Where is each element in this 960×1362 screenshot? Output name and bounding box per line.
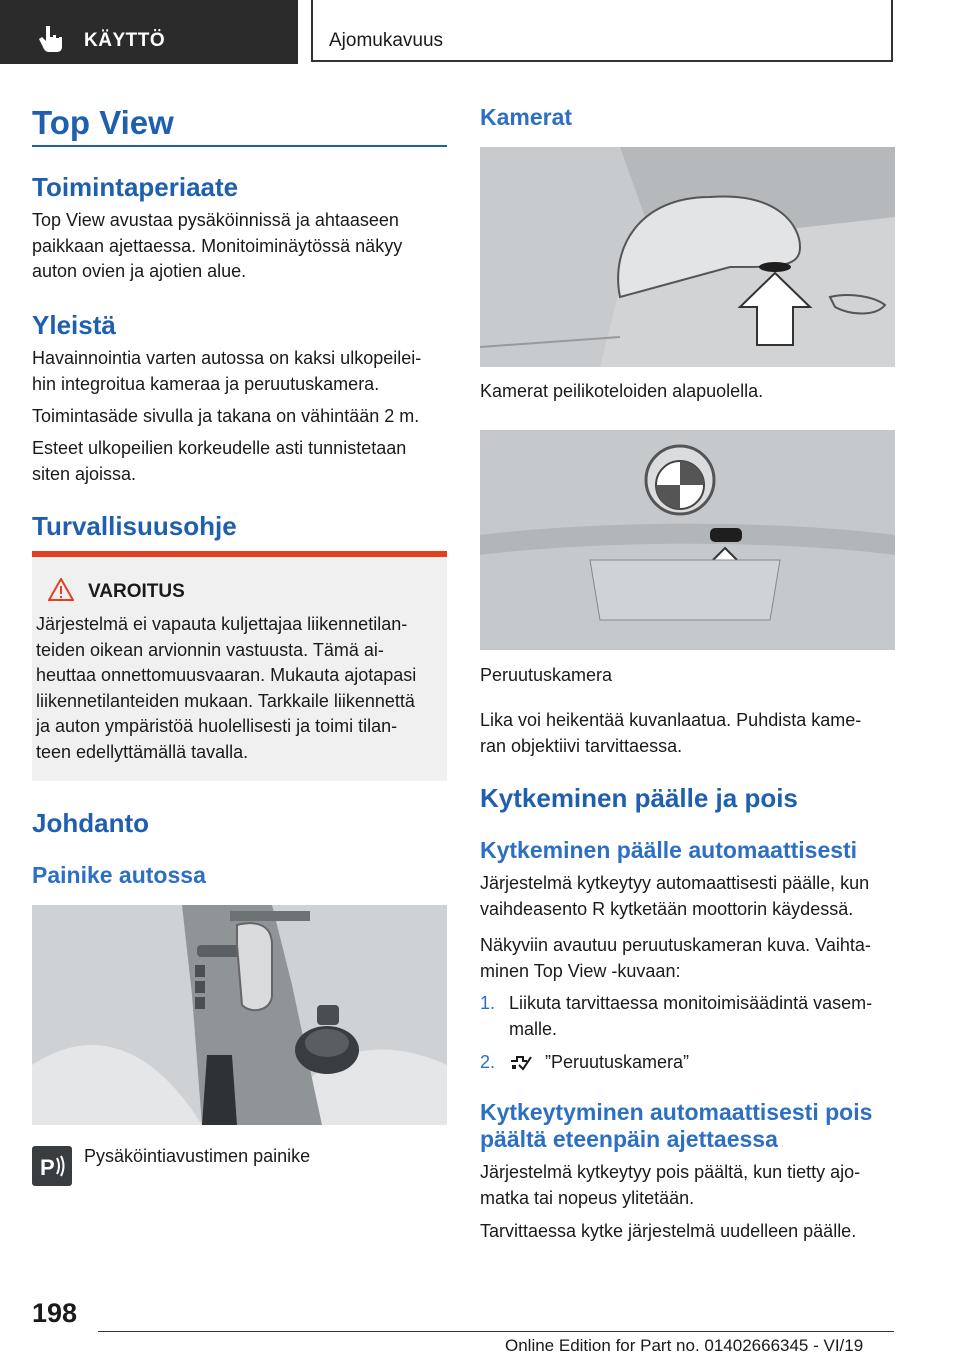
step-2-text: ”Peruutuskamera” — [545, 1052, 690, 1072]
warning-bar — [32, 551, 447, 557]
warning-title: VAROITUS — [88, 581, 185, 602]
button-heading: Painike autossa — [32, 862, 206, 888]
page-title: Top View — [32, 104, 174, 141]
warning-triangle-icon — [48, 578, 74, 601]
section-tab — [0, 0, 298, 64]
general-paragraph-3: Esteet ulkopeilien korkeudelle asti tunnistetaan siten ajoissa. — [32, 438, 407, 484]
hand-pointer-icon — [38, 24, 64, 54]
title-rule — [32, 145, 447, 147]
general-heading: Yleistä — [32, 310, 116, 340]
mirror-caption: Kamerat peilikoteloiden alapuolella. — [480, 381, 764, 401]
auto-on-paragraph-2: Näkyviin avautuu peruutuskameran kuva. Vaihta- minen Top View -kuvaan: — [480, 935, 871, 981]
park-assist-button-icon — [32, 1146, 72, 1186]
auto-off-heading: Kytkeytyminen automaattisesti pois päältä eteenpäin ajettaessa — [480, 1099, 873, 1152]
section-label: KÄYTTÖ — [84, 30, 166, 51]
page-number: 198 — [32, 1298, 78, 1328]
auto-on-paragraph-1: Järjestelmä kytkeytyy automaattisesti päälle, kun vaihdeasento R kytketään moottorin käydessä. — [480, 873, 870, 919]
rear-camera-image — [480, 430, 895, 650]
edition-text: Online Edition for Part no. 01402666345 - VI/19 — [505, 1336, 864, 1355]
step-1-number: 1. — [480, 993, 496, 1013]
onoff-heading: Kytkeminen päälle ja pois — [480, 783, 798, 813]
auto-on-heading: Kytkeminen päälle automaattisesti — [480, 837, 858, 863]
intro-heading: Johdanto — [32, 808, 149, 838]
center-console-image — [32, 905, 447, 1125]
button-caption: Pysäköintiavustimen painike — [84, 1146, 311, 1166]
general-paragraph-1: Havainnointia varten autossa on kaksi ulkopeilei- hin integroitua kameraa ja peruutuskamera. — [32, 348, 422, 394]
mirror-camera-image — [480, 147, 895, 367]
general-paragraph-2: Toimintasäde sivulla ja takana on vähintään 2 m. — [32, 406, 420, 426]
auto-off-paragraph-1: Järjestelmä kytkeytyy pois päältä, kun tietty ajo- matka tai nopeus ylitetään. — [480, 1162, 861, 1208]
step-2-number: 2. — [480, 1052, 496, 1072]
footer-rule — [98, 1331, 894, 1332]
rear-camera-icon — [509, 1053, 533, 1073]
rear-camera-caption: Peruutuskamera — [480, 665, 613, 685]
chapter-label: Ajomukavuus — [329, 30, 444, 51]
step-1-text: Liikuta tarvittaessa monitoimisäädintä vasem- malle. — [509, 993, 873, 1039]
safety-heading: Turvallisuusohje — [32, 511, 237, 541]
principle-heading: Toimintaperiaate — [32, 172, 239, 202]
chapter-tab — [311, 0, 893, 62]
dirt-text: Lika voi heikentää kuvanlaatua. Puhdista kame- ran objektiivi tarvittaessa. — [480, 710, 862, 756]
svg-text:P: P — [40, 1155, 55, 1180]
cameras-heading: Kamerat — [480, 104, 573, 130]
warning-text: Järjestelmä ei vapauta kuljettajaa liikennetilan- teiden oikean arvionnin vastuusta. Tämä ai- heuttaa onnettomuusvaaran. Mukauta ajotapasi liikennetilanteiden mukaan. Tarkkaile liikennettä ja auton ympäristöä huolellisesti ja toimi tilan- teen edellyttämällä tavalla. — [36, 614, 417, 762]
principle-text: Top View avustaa pysäköinnissä ja ahtaaseen paikkaan ajettaessa. Monitoiminäytössä näkyy auton ovien ja ajotien alue. — [32, 210, 403, 281]
auto-off-paragraph-2: Tarvittaessa kytke järjestelmä uudelleen päälle. — [480, 1221, 857, 1241]
